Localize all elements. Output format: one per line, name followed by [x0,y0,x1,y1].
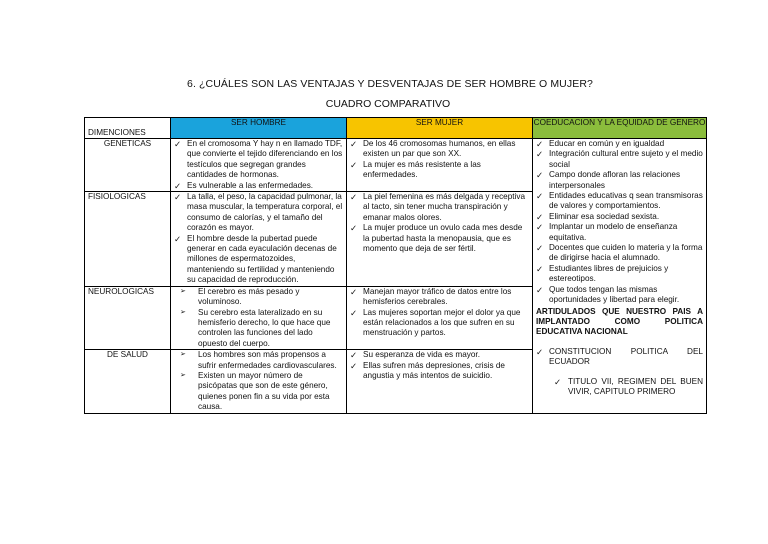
header-ser-mujer: SER MUJER [347,118,533,139]
cell-mujer-neurologicas [347,286,533,349]
header-ser-hombre: SER HOMBRE [171,118,347,139]
check-icon: ✓ [536,149,544,160]
comparison-table [84,117,707,414]
row-label-neurologicas: NEUROLOGICAS [85,286,171,349]
list-item: ➢ Existen un mayor número de psicópatas que son de este género, quienes ponen fin a su vida por esta causa. [180,370,330,412]
list-item: ✓ CONSTITUCION POLITICA DEL ECUADOR [536,346,703,367]
list-item: ✓ Docentes que cuiden lo materia y la forma de dirigirse hacia el alumnado. [536,243,703,263]
list-item: ✓ Campo donde afloran las relaciones interpersonales [536,170,681,190]
list-item: ✓ Entidades educativas q sean transmisoras de valores y comportamientos. [536,191,703,211]
check-icon: ✓ [350,350,358,361]
list-item: ➢ Su cerebro esta lateralizado en su hemisferio derecho, lo que hace que controlen las funciones del lado opuesto del cuerpo. [180,307,331,348]
arrow-bullet-icon: ➢ [180,351,186,359]
list-item: ✓ Manejan mayor tráfico de datos entre los hemisferios cerebrales. [350,286,512,307]
list-item: ✓ De los 46 cromosomas humanos, en ellas existen un par que son XX. [350,139,516,159]
check-icon: ✓ [174,139,182,149]
cell-hombre-fisiologicas [171,192,347,287]
list-item: ✓ Su esperanza de vida es mayor. [350,350,480,361]
check-icon: ✓ [174,180,182,191]
page-subheading: CUADRO COMPARATIVO [325,98,451,110]
check-icon: ✓ [350,192,358,203]
list-item: ✓ Integración cultural entre sujeto y el medio social [536,149,703,169]
check-icon: ✓ [536,139,544,149]
list-item: ✓ Ellas sufren más depresiones, crisis de angustia y más intentos de suicidio. [350,360,505,380]
cell-mujer-salud [347,350,533,413]
arrow-bullet-icon: ➢ [180,287,186,295]
table-row [85,139,707,192]
check-icon: ✓ [536,211,544,222]
header-dimenciones: DIMENCIONES [85,118,171,139]
check-icon: ✓ [350,307,358,318]
header-coeducacion: COEDUCACION Y LA EQUIDAD DE GENERO [533,118,707,139]
check-icon: ✓ [536,346,544,357]
list-item: ✓ La talla, el peso, la capacidad pulmonar, la masa muscular, la temperatura corporal, el consumo de calorías, y el tamaño del corazón es mayor. [174,192,343,233]
arrow-bullet-icon: ➢ [180,308,186,316]
check-icon: ✓ [350,286,358,297]
arrow-bullet-icon: ➢ [180,371,186,379]
list-item: ✓ TITULO VII, REGIMEN DEL BUEN VIVIR, CAPITULO PRIMERO [554,376,703,396]
list-item: ✓ Educar en común y en igualdad [536,139,665,149]
articulados-heading: ARTIDULADOS QUE NUESTRO PAIS A IMPLANTADO COMO POLITICA EDUCATIVA NACIONAL [536,306,703,337]
list-item: ✓ Las mujeres soportan mejor el dolor ya que están relacionados a los que sufren en su menstruación y partos. [350,307,521,338]
row-label-fisiologicas: FISIOLOGICAS [85,192,171,287]
check-icon: ✓ [174,192,182,203]
check-icon: ✓ [536,170,544,181]
check-icon: ✓ [350,139,358,149]
cell-mujer-geneticas [347,139,533,192]
list-item: ✓ Eliminar esa sociedad sexista. [536,211,660,222]
check-icon: ✓ [536,243,544,254]
cell-mujer-fisiologicas [347,192,533,287]
check-icon: ✓ [536,284,544,295]
check-icon: ✓ [174,233,182,244]
list-item: ✓ La piel femenina es más delgada y receptiva al tacto, sin tener mucha transpiración y emanar malos olores. [350,192,526,222]
list-item: ➢ Los hombres son más propensos a sufrir enfermedades cardiovasculares. [180,350,337,370]
list-item: ✓ La mujer produce un ovulo cada mes desde la pubertad hasta la menopausia, que es momento que deja de ser fértil. [350,223,523,254]
list-item: ➢ El cerebro es más pesado y voluminoso. [180,286,300,307]
cell-hombre-geneticas [171,139,347,192]
page-heading: 6. ¿CUÁLES SON LAS VENTAJAS Y DESVENTAJAS DE SER HOMBRE O MUJER? [187,78,593,90]
list-item: ✓ Implantar un modelo de enseñanza equitativa. [536,222,678,242]
check-icon: ✓ [536,222,544,233]
cell-hombre-salud [171,350,347,413]
check-icon: ✓ [350,223,358,234]
list-item: ✓ La mujer es más resistente a las enfermedades. [350,159,481,180]
row-label-geneticas: GENETICAS [85,139,171,192]
list-item: ✓ En el cromosoma Y hay n en llamado TDF, que convierte el tejido diferenciando en los testículos que segregan grandes cantidades de hormonas. [174,139,343,180]
check-icon: ✓ [536,263,544,274]
list-item: ✓ Estudiantes libres de prejuicios y estereotipos. [536,263,669,284]
cell-hombre-neurologicas [171,286,347,349]
check-icon: ✓ [350,159,358,170]
check-icon: ✓ [350,360,358,371]
list-item: ✓ El hombre desde la pubertad puede generar en cada eyaculación decenas de millones de espermatozoides, manteniendo su fertilidad y manteniendo su capacidad de reproducción. [174,233,337,285]
check-icon: ✓ [536,191,544,202]
table-header-row [85,118,707,139]
row-label-de-salud: DE SALUD [85,350,171,413]
list-item: ✓ Que todos tengan las mismas oportunidades y libertad para elegir. [536,284,680,305]
list-item: ✓ Es vulnerable a las enfermedades. [174,180,314,191]
check-icon: ✓ [554,376,562,387]
cell-coeducacion [533,139,707,414]
